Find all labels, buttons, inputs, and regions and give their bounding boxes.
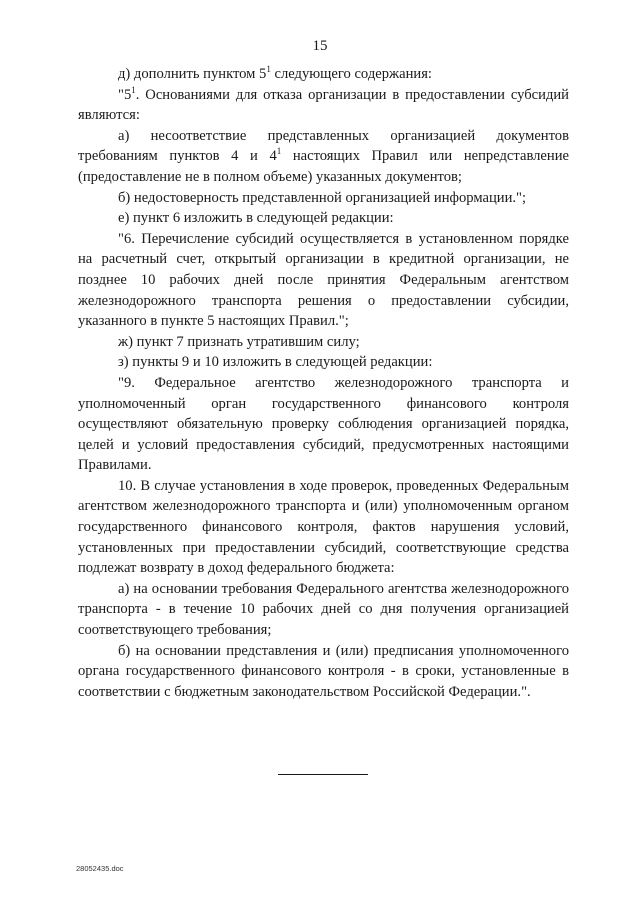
superscript: 1 <box>276 146 282 157</box>
paragraph-5-1 <box>78 85 569 126</box>
paragraph-text: следующего содержания: <box>270 66 432 82</box>
paragraph-z: з) пункты 9 и 10 изложить в следующей редакции: <box>118 354 433 371</box>
closing-rule <box>278 774 368 775</box>
paragraph-text: а) несоответствие представленных организацией документов требованиям пунктов 4 и 4 <box>78 127 569 165</box>
paragraph-a-noncompliance <box>78 126 569 188</box>
paragraph-text: настоящих Правил или непредставление (предоставление не в полном объеме) указанных документов; <box>78 148 569 185</box>
paragraph-text: д) дополнить пунктом 5 <box>118 66 267 82</box>
paragraph-a-requirement: а) на основании требования Федерального агентства железнодорожного транспорта - в течение 10 рабочих дней со дня получения организацией соответствующего требования; <box>78 580 569 639</box>
paragraph-zh: ж) пункт 7 признать утратившим силу; <box>118 333 360 350</box>
paragraph-9: "9. Федеральное агентство железнодорожного транспорта и уполномоченный орган государственного финансового контроля осуществляют обязательную проверку соблюдения организацией порядка, целей и условий предоставления субсидий, предусмотренных настоящими Правилами. <box>78 374 569 474</box>
paragraph-b-unreliability: б) недостоверность представленной организацией информации."; <box>118 189 527 206</box>
document-body <box>78 64 569 702</box>
paragraph-d <box>78 64 569 85</box>
paragraph-text: "5 <box>118 86 132 103</box>
file-name-footer: 28052435.doc <box>76 864 124 873</box>
superscript: 1 <box>266 64 271 74</box>
paragraph-6: "6. Перечисление субсидий осуществляется в установленном порядке на расчетный счет, открытый организации в кредитной организации, не позднее 10 рабочих дней после принятия Федеральным агентством железнодорожного транспорта решения о предоставлении субсидии, указанного в пункте 5 настоящих Правил."; <box>78 230 569 330</box>
page-number: 15 <box>312 38 328 54</box>
superscript: 1 <box>131 84 136 95</box>
paragraph-10: 10. В случае установления в ходе проверок, проведенных Федеральным агентством железнодорожного транспорта и (или) уполномоченным органом государственного финансового контроля, фактов нарушения условий, установленных при предоставлении субсидий, соответствующие средства подлежат возврату в доход федерального бюджета: <box>78 477 569 577</box>
paragraph-b-representation: б) на основании представления и (или) предписания уполномоченного органа государственного финансового контроля - в сроки, установленные в соответствии с бюджетным законодательством Российской Федерации.". <box>78 642 569 700</box>
paragraph-e: е) пункт 6 изложить в следующей редакции: <box>118 210 394 227</box>
paragraph-text: . Основаниями для отказа организации в предоставлении субсидий являются: <box>78 86 569 124</box>
